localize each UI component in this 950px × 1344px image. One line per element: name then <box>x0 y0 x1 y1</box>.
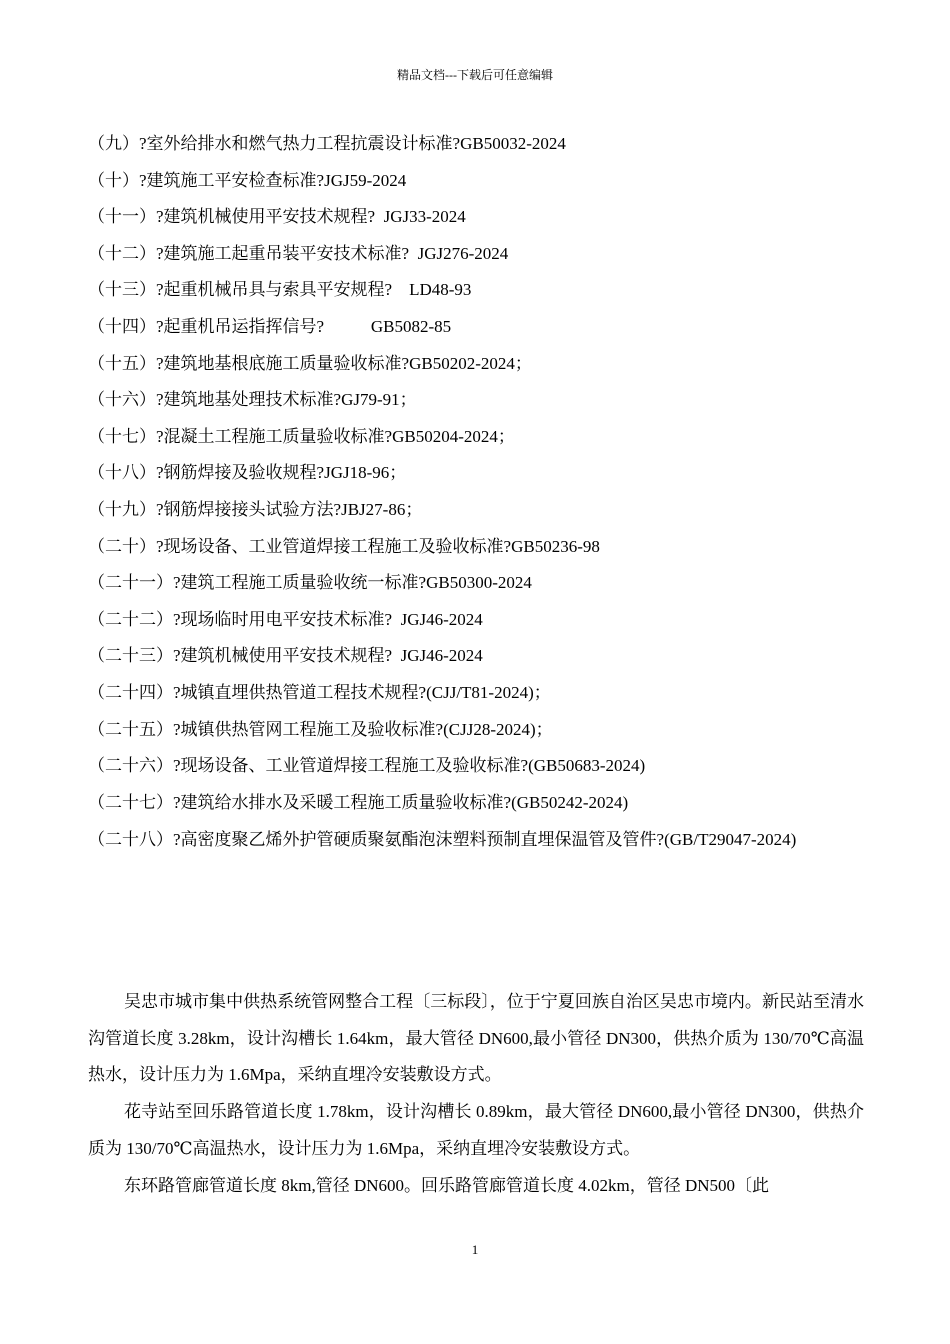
list-item: （二十五）?城镇供热管网工程施工及验收标准?(CJJ28-2024)； <box>88 719 553 739</box>
list-item: （二十六）?现场设备、工业管道焊接工程施工及验收标准?(GB50683-2024) <box>88 756 646 776</box>
paragraph: 东环路管廊管道长度 8km,管径 DN600。回乐路管廊管道长度 4.02km，管径 DN500〔此 <box>124 1175 770 1195</box>
list-item: （二十二）?现场临时用电平安技术标准? JGJ46-2024 <box>88 609 483 629</box>
list-item: （二十四）?城镇直埋供热管道工程技术规程?(CJJ/T81-2024)； <box>88 682 551 702</box>
list-item: （二十一）?建筑工程施工质量验收统一标准?GB50300-2024 <box>88 573 532 593</box>
list-item: （十六）?建筑地基处理技术标准?GJ79-91； <box>88 390 417 410</box>
list-item: （十五）?建筑地基根底施工质量验收标准?GB50202-2024； <box>88 353 532 373</box>
list-item: （十七）?混凝土工程施工质量验收标准?GB50204-2024； <box>88 426 515 446</box>
list-item: （十八）?钢筋焊接及验收规程?JGJ18-96； <box>88 463 407 483</box>
page-header: 精品文档---下载后可任意编辑 <box>397 68 553 82</box>
page-number: 1 <box>471 1242 479 1257</box>
list-item: （十二）?建筑施工起重吊装平安技术标准? JGJ276-2024 <box>88 243 509 263</box>
project-description <box>88 984 864 1204</box>
list-item: （十）?建筑施工平安检查标准?JGJ59-2024 <box>88 170 407 190</box>
paragraph: 花寺站至回乐路管道长度 1.78km，设计沟槽长 0.89km，最大管径 DN600,最小管径 DN300，供热介质为 130/70℃高温热水，设计压力为 1.6Mpa，采纳直埋冷安装敷设方式。 <box>88 1102 864 1158</box>
list-item: （九）?室外给排水和燃气热力工程抗震设计标准?GB50032-2024 <box>88 134 566 153</box>
list-item: （十一）?建筑机械使用平安技术规程? JGJ33-2024 <box>88 207 466 227</box>
list-item: （二十七）?建筑给水排水及采暖工程施工质量验收标准?(GB50242-2024) <box>88 792 629 812</box>
paragraph: 吴忠市城市集中供热系统管网整合工程〔三标段〕，位于宁夏回族自治区吴忠市境内。新民站至清水沟管道长度 3.28km，设计沟槽长 1.64km，最大管径 DN600,最小管径 DN300，供热介质为 130/70℃高温热水，设计压力为 1.6Mpa，采纳直埋冷安装敷设方式。 <box>88 992 864 1085</box>
list-item: （二十）?现场设备、工业管道焊接工程施工及验收标准?GB50236-98 <box>88 536 600 556</box>
list-item: （二十八）?高密度聚乙烯外护管硬质聚氨酯泡沫塑料预制直埋保温管及管件?(GB/T29047-2024) <box>88 830 797 850</box>
list-item: （十九）?钢筋焊接接头试验方法?JBJ27-86； <box>88 499 423 519</box>
list-item: （十四）?起重机吊运指挥信号? GB5082-85 <box>88 316 452 336</box>
list-item: （二十三）?建筑机械使用平安技术规程? JGJ46-2024 <box>88 646 483 666</box>
list-item: （十三）?起重机械吊具与索具平安规程? LD48-93 <box>88 280 472 300</box>
standards-list <box>88 126 868 856</box>
